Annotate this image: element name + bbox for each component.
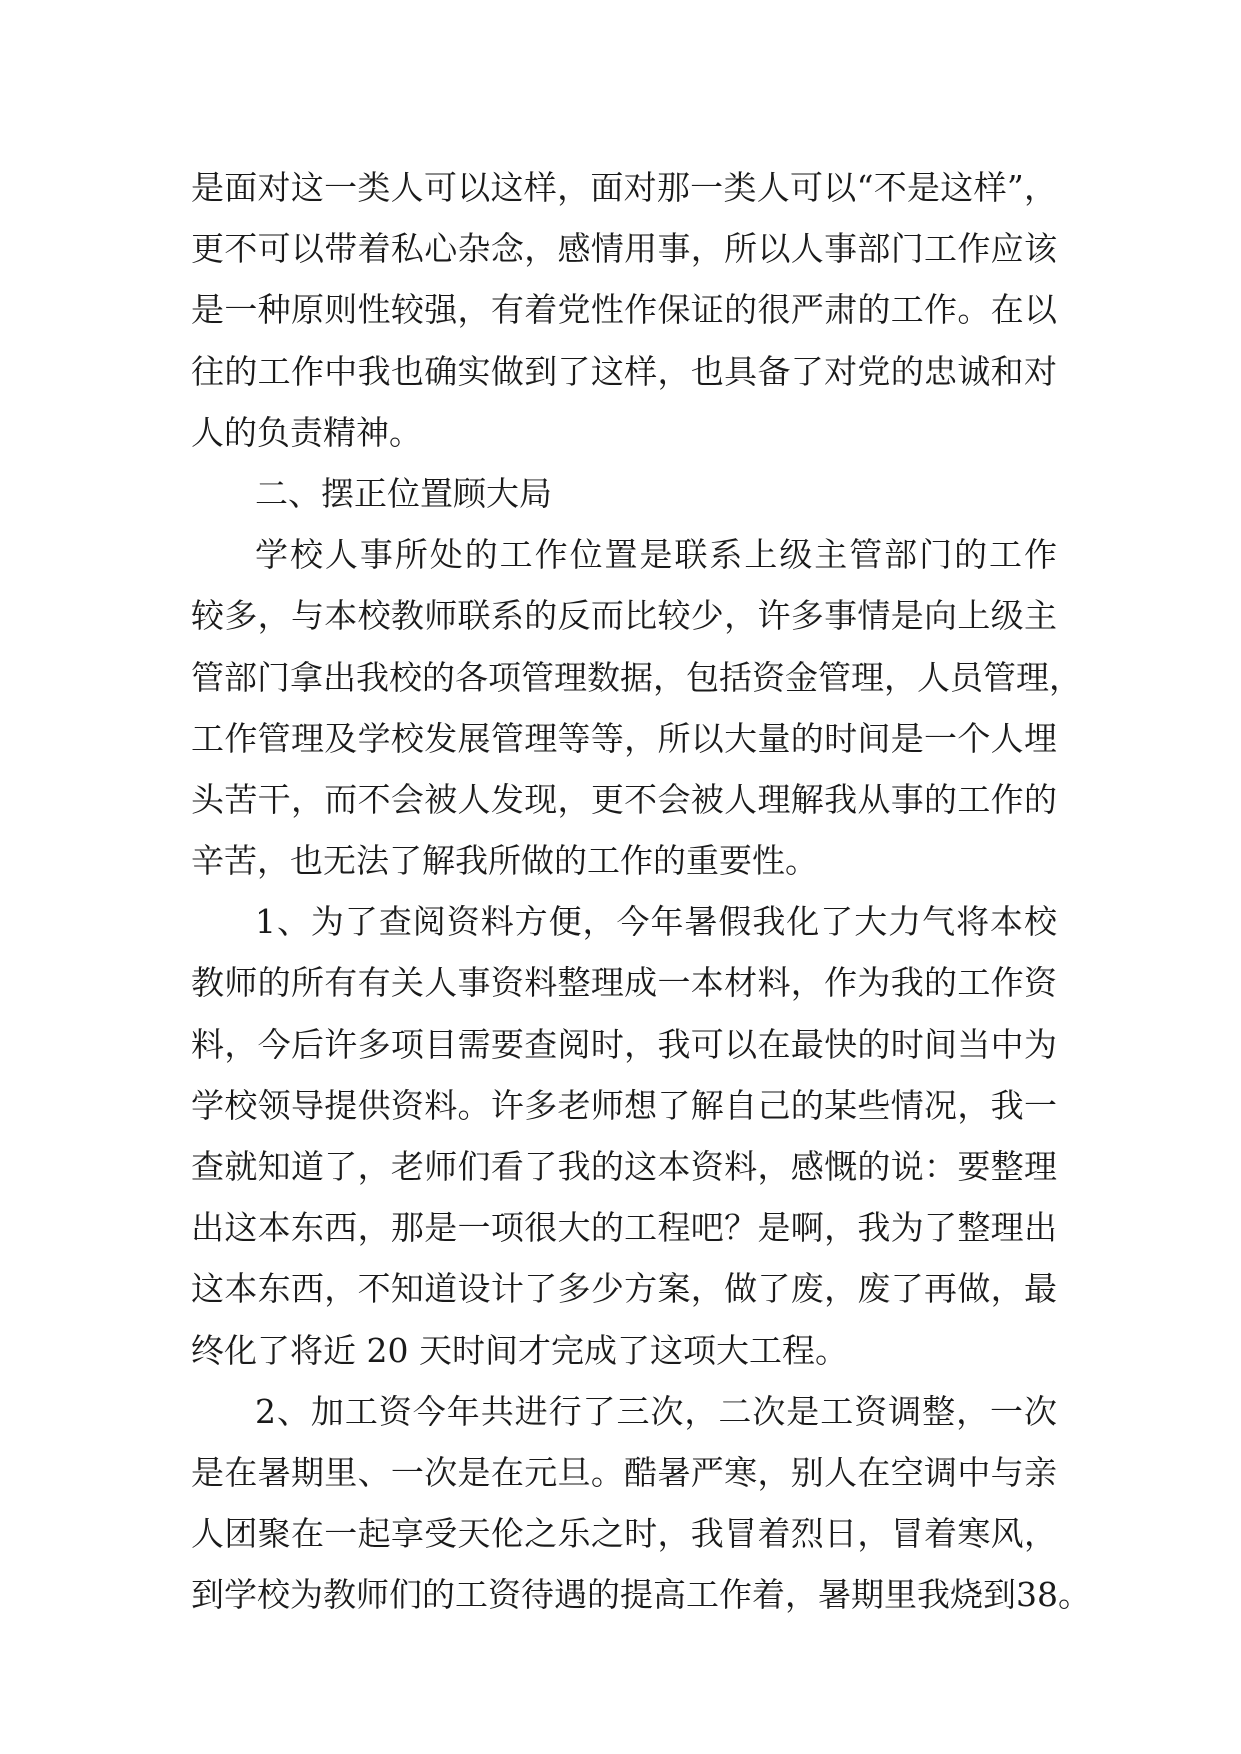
text-line: 往的工作中我也确实做到了这样，也具备了对党的忠诚和对 — [191, 351, 1057, 391]
text-line: 人的负责精神。 — [191, 412, 422, 452]
text-line: 学校领导提供资料。许多老师想了解自己的某些情况，我一 — [191, 1085, 1057, 1125]
text-line: 二、摆正位置顾大局 — [255, 473, 552, 513]
text-line: 1、为了查阅资料方便，今年暑假我化了大力气将本校 — [255, 902, 1057, 942]
text-line: 2、加工资今年共进行了三次，二次是工资调整，一次 — [255, 1391, 1057, 1431]
text-line: 查就知道了，老师们看了我的这本资料，感慨的说：要整理 — [191, 1147, 1057, 1186]
text-line: 较多，与本校教师联系的反而比较少，许多事情是向上级主 — [191, 596, 1057, 636]
text-line: 是在暑期里、一次是在元旦。酷暑严寒，别人在空调中与亲 — [191, 1452, 1057, 1492]
text-line: 出这本东西，那是一项很大的工程吧？是啊，我为了整理出 — [191, 1208, 1057, 1248]
text-line: 终化了将近 20 天时间才完成了这项大工程。 — [191, 1330, 848, 1370]
text-line: 头苦干，而不会被人发现，更不会被人理解我从事的工作的 — [191, 779, 1057, 819]
text-line: 辛苦，也无法了解我所做的工作的重要性。 — [191, 841, 818, 881]
text-line: 是一种原则性较强，有着党性作保证的很严肃的工作。在以 — [191, 290, 1057, 330]
text-line: 工作管理及学校发展管理等等，所以大量的时间是一个人埋 — [191, 718, 1057, 758]
text-line: 这本东西，不知道设计了多少方案，做了废，废了再做，最 — [191, 1269, 1057, 1309]
text-line: 教师的所有有关人事资料整理成一本材料，作为我的工作资 — [191, 963, 1057, 1003]
body-text — [191, 157, 1091, 1626]
text-line: 学校人事所处的工作位置是联系上级主管部门的工作 — [255, 535, 1057, 575]
text-line: 管部门拿出我校的各项管理数据，包括资金管理，人员管理， — [191, 657, 1082, 697]
text-line: 人团聚在一起享受天伦之乐之时，我冒着烈日，冒着寒风， — [191, 1514, 1057, 1554]
text-line: 料，今后许多项目需要查阅时，我可以在最快的时间当中为 — [191, 1024, 1057, 1064]
text-line: 是面对这一类人可以这样，面对那一类人可以“不是这样”， — [191, 168, 1057, 207]
text-line: 到学校为教师们的工资待遇的提高工作着，暑期里我烧到38。 — [191, 1575, 1091, 1615]
text-line: 更不可以带着私心杂念，感情用事，所以人事部门工作应该 — [191, 229, 1057, 269]
